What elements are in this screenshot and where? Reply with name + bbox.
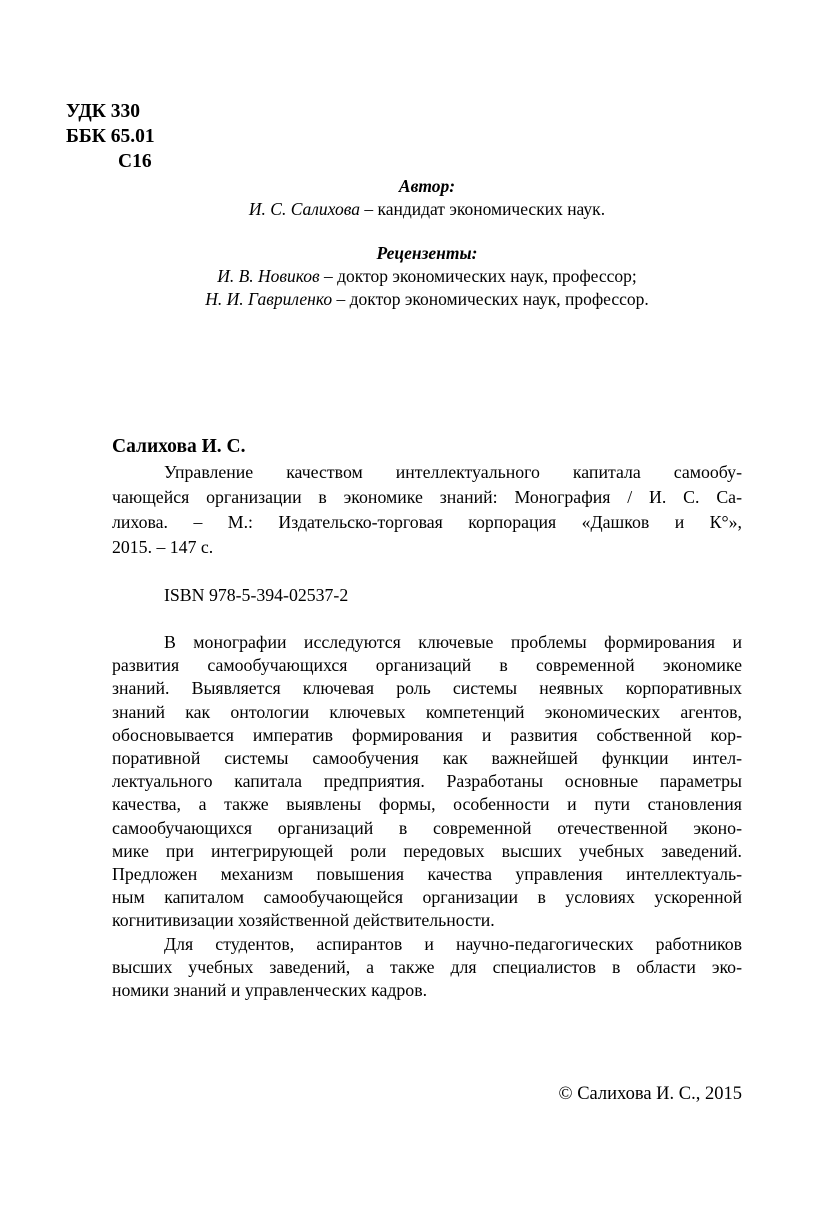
abstract-line: когнитивизации хозяйственной действительности. [112,910,495,931]
reviewer-credential: – доктор экономических наук, профессор. [332,289,649,309]
author-section [112,175,742,221]
abstract [112,631,742,1002]
reviewer-line [112,265,742,288]
abstract-line: В монографии исследуются ключевые проблемы формирования и [164,632,742,652]
bib-line: Управление качеством интеллектуального капитала самообу- [164,462,742,482]
abstract-line: качества, а также выявлены формы, особенности и пути становления [112,794,742,815]
copyright-notice: © Салихова И. С., 2015 [558,1084,742,1104]
abstract-line: обосновывается императив формирования и развития собственной кор- [112,724,742,745]
bibliographic-record [112,434,742,560]
bbk-code: ББК 65.01 [66,126,155,147]
abstract-line: знаний. Выявляется ключевая роль системы неявных корпоративных [112,678,742,699]
abstract-line: лектуального капитала предприятия. Разработаны основные параметры [112,771,742,792]
reviewer-name: Н. И. Гавриленко [205,289,333,309]
bib-line: лихова. – М.: Издательско-торговая корпорация «Дашков и К°», [112,512,742,532]
author-name: И. С. Салихова [248,199,360,219]
bib-line: 2015. – 147 с. [112,537,214,557]
abstract-line: Предложен механизм повышения качества управления интеллектуаль- [112,864,742,885]
abstract-line: номики знаний и управленческих кадров. [112,980,428,1001]
abstract-line: мике при интегрирующей роли передовых высших учебных заведений. [112,840,742,861]
author-line [112,198,742,221]
abstract-line: Для студентов, аспирантов и научно-педагогических работников [164,933,742,954]
reviewer-credential: – доктор экономических наук, профессор; [319,266,637,286]
bib-line: чающейся организации в экономике знаний: Монография / И. С. Са- [112,487,742,507]
reviewers-section [112,242,742,311]
isbn: ISBN 978-5-394-02537-2 [164,585,349,605]
reviewers-heading: Рецензенты: [376,243,478,263]
author-credential: – кандидат экономических наук. [359,199,606,219]
abstract-line: знаний как онтологии ключевых компетенций экономических агентов, [112,701,742,722]
abstract-line: самообучающихся организаций в современной отечественной эконо- [112,817,742,838]
abstract-line: развития самообучающихся организаций в современной экономике [112,655,742,676]
udk-code: УДК 330 [66,101,141,122]
classification-codes [66,99,155,174]
reviewer-line [112,288,742,311]
abstract-line: поративной системы самообучения как важнейшей функции интел- [112,748,742,769]
author-heading: Автор: [398,176,456,196]
reviewer-name: И. В. Новиков [217,266,320,286]
abstract-line: высших учебных заведений, а также для специалистов в области эко- [112,956,742,977]
abstract-line: ным капиталом самообучающейся организации в условиях ускоренной [112,887,742,908]
author-mark: С16 [118,151,152,172]
bib-author: Салихова И. С. [112,436,246,457]
